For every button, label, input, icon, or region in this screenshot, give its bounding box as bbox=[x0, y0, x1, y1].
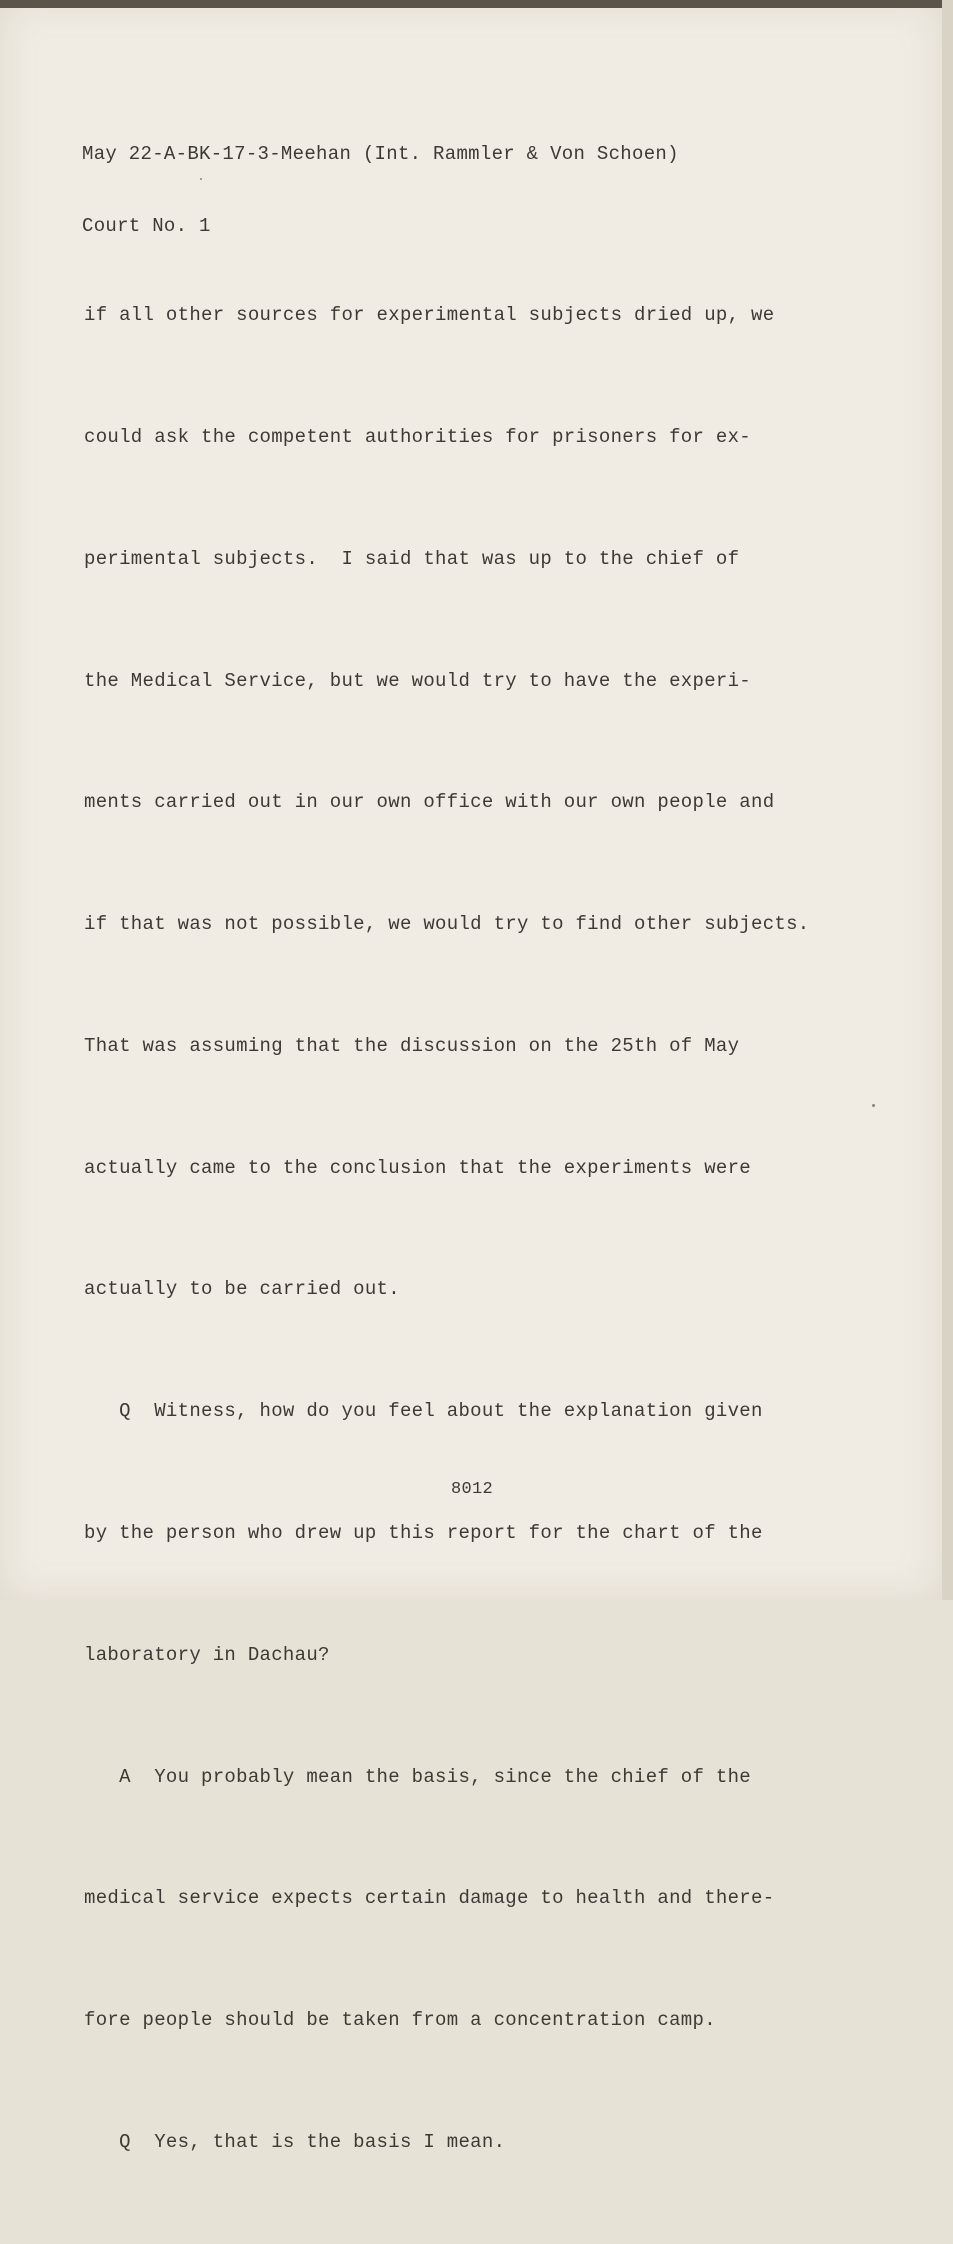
page-number: 8012 bbox=[451, 1480, 494, 1499]
body-line: perimental subjects. I said that was up to the chief of bbox=[84, 547, 740, 570]
body-line: actually to be carried out. bbox=[84, 1278, 400, 1301]
body-line: if all other sources for experimental subjects dried up, we bbox=[84, 304, 775, 327]
body-line: That was assuming that the discussion on the 25th of May bbox=[84, 1034, 740, 1057]
question-line: Q Witness, how do you feel about the explanation given bbox=[84, 1400, 763, 1423]
header-line-1: May 22-A-BK-17-3-Meehan (Int. Rammler & Von Schoen) bbox=[82, 143, 679, 165]
body-line: actually came to the conclusion that the experiments were bbox=[84, 1156, 752, 1179]
transcript-body bbox=[84, 214, 810, 2244]
paper-speck bbox=[872, 1104, 875, 1107]
body-line: could ask the competent authorities for prisoners for ex- bbox=[84, 425, 752, 448]
paper-speck bbox=[200, 178, 202, 180]
body-line: ments carried out in our own office with our own people and bbox=[84, 791, 775, 814]
body-line: by the person who drew up this report for the chart of the bbox=[84, 1522, 763, 1544]
body-line: medical service expects certain damage to health and there- bbox=[84, 1887, 775, 1910]
header-line-2: Court No. 1 bbox=[82, 215, 211, 237]
body-line: laboratory in Dachau? bbox=[84, 1643, 330, 1666]
answer-line: A You probably mean the basis, since the chief of the bbox=[84, 1765, 752, 1788]
body-line: if that was not possible, we would try to find other subjects. bbox=[84, 913, 810, 936]
question-line: Q Yes, that is the basis I mean. bbox=[84, 2130, 506, 2153]
body-line: fore people should be taken from a concentration camp. bbox=[84, 2009, 716, 2032]
body-line: the Medical Service, but we would try to have the experi- bbox=[84, 669, 752, 692]
scan-right-edge bbox=[942, 0, 953, 1600]
scan-top-edge bbox=[0, 0, 953, 8]
